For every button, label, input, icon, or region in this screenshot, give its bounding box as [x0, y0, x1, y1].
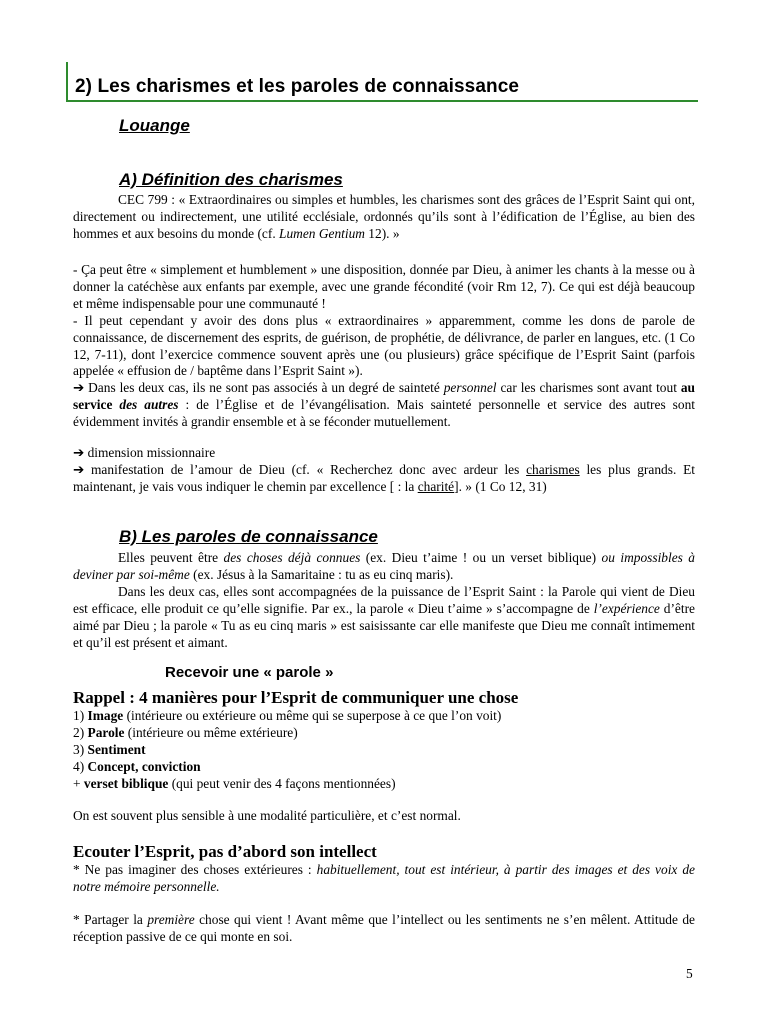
cec-end: 12). » — [364, 225, 400, 241]
list-item: 3) Sentiment — [73, 741, 146, 757]
list-item: + verset biblique (qui peut venir des 4 façons mentionnées) — [73, 775, 396, 791]
section-title: 2) Les charismes et les paroles de connaissance — [75, 76, 520, 97]
definition-heading: A) Définition des charismes — [119, 170, 343, 189]
recevoir-heading: Recevoir une « parole » — [165, 664, 334, 681]
arrow-amour: ➔ manifestation de l’amour de Dieu (cf. « Recherchez donc avec ardeur les charismes les plus grands. Et maintenant, je vais vous indiquer le chemin par excellence [ : la charité]. » (1 Co 12, 31) — [73, 461, 695, 494]
paroles-paragraphs — [73, 550, 695, 651]
rappel-list — [73, 708, 695, 793]
list-item: 4) Concept, conviction — [73, 758, 201, 774]
paroles-heading: B) Les paroles de connaissance — [119, 527, 378, 546]
cec-italic: Lumen Gentium — [279, 225, 365, 241]
charismes-paragraphs — [73, 262, 695, 431]
section-title-frame — [66, 62, 698, 102]
ecouter-heading: Ecouter l’Esprit, pas d’abord son intellect — [73, 842, 377, 861]
paragraph-connues: Elles peuvent être des choses déjà connues (ex. Dieu t’aime ! ou un verset biblique) ou impossibles à deviner par soi-même (ex. Jésus à la Samaritaine : tu as eu cinq maris). — [73, 550, 695, 582]
ecouter-paragraph-2: * Partager la première chose qui vient ! Avant même que l’intellect ou les sentiments ne s’en mêlent. Attitude de réception passive de ce qui monte en soi. — [73, 912, 696, 944]
rappel-note: On est souvent plus sensible à une modalité particulière, et c’est normal. — [73, 808, 461, 823]
page-number: 5 — [686, 966, 693, 981]
ecouter-paragraph-1: * Ne pas imaginer des choses extérieures : habituellement, tout est intérieur, à partir des images et des voix de notre mémoire personnelle. — [73, 862, 695, 894]
paragraph-simple: - Ça peut être « simplement et humblement » une disposition, donnée par Dieu, à animer les chants à la messe ou à donner la catéchèse aux enfants par exemple, avec une grande fécondité (voir Rm 12, 7). Ce qui est déjà beaucoup et même indispensable pour une communauté ! — [73, 262, 695, 311]
list-item: 1) Image (intérieure ou extérieure ou même qui se superpose à ce que l’on voit) — [73, 708, 502, 723]
paragraph-extraordinaire: - Il peut cependant y avoir des dons plus « extraordinaires » apparemment, comme les dons de parole de connaissance, de discernement des esprits, de guérison, de prophétie, de délivrance, de parler en langues, etc. (1 Co 12, 7-11), dont l’exercice commence souvent après une (ou plusieurs) grâce spécifique de l’Esprit Saint (parfois appelée « effusion de / baptême dans l’Esprit Saint »). — [73, 312, 695, 379]
rappel-heading: Rappel : 4 manières pour l’Esprit de communiquer une chose — [73, 688, 519, 707]
cec-text: CEC 799 : « Extraordinaires ou simples et humbles, les charismes sont des grâces de l’Esprit Saint qui ont, directement ou indirectement, une utilité ecclésiale, ordonnés qu’ils sont à l’édification de l’Église, au bien des hommes et aux besoins du monde (cf. — [73, 192, 695, 241]
paragraph-saintete: ➔ Dans les deux cas, ils ne sont pas associés à un degré de sainteté personnel car les charismes sont avant tout au service des autres : de l’Église et de l’évangélisation. Mais sainteté personnelle et service des autres sont évidemment invités à grandir ensemble et à se féconder mutuellement. — [73, 380, 695, 430]
paragraph-puissance: Dans les deux cas, elles sont accompagnées de la puissance de l’Esprit Saint : la Parole qui vient de Dieu est efficace, elle produit ce qu’elle signifie. Par ex., la parole « Dieu t’aime » s’accompagne de l’expérience d’être aimé par Dieu ; la parole « Tu as eu cinq maris » est saisissante car elle manifeste que Dieu me connaît intimement et qu’il est présent et aimant. — [73, 583, 695, 650]
arrow-missionnaire: ➔ dimension missionnaire — [73, 445, 216, 460]
louange-heading: Louange — [119, 116, 190, 135]
arrow-points — [73, 445, 695, 496]
cec-quote — [73, 192, 695, 243]
list-item: 2) Parole (intérieure ou même extérieure) — [73, 724, 298, 740]
